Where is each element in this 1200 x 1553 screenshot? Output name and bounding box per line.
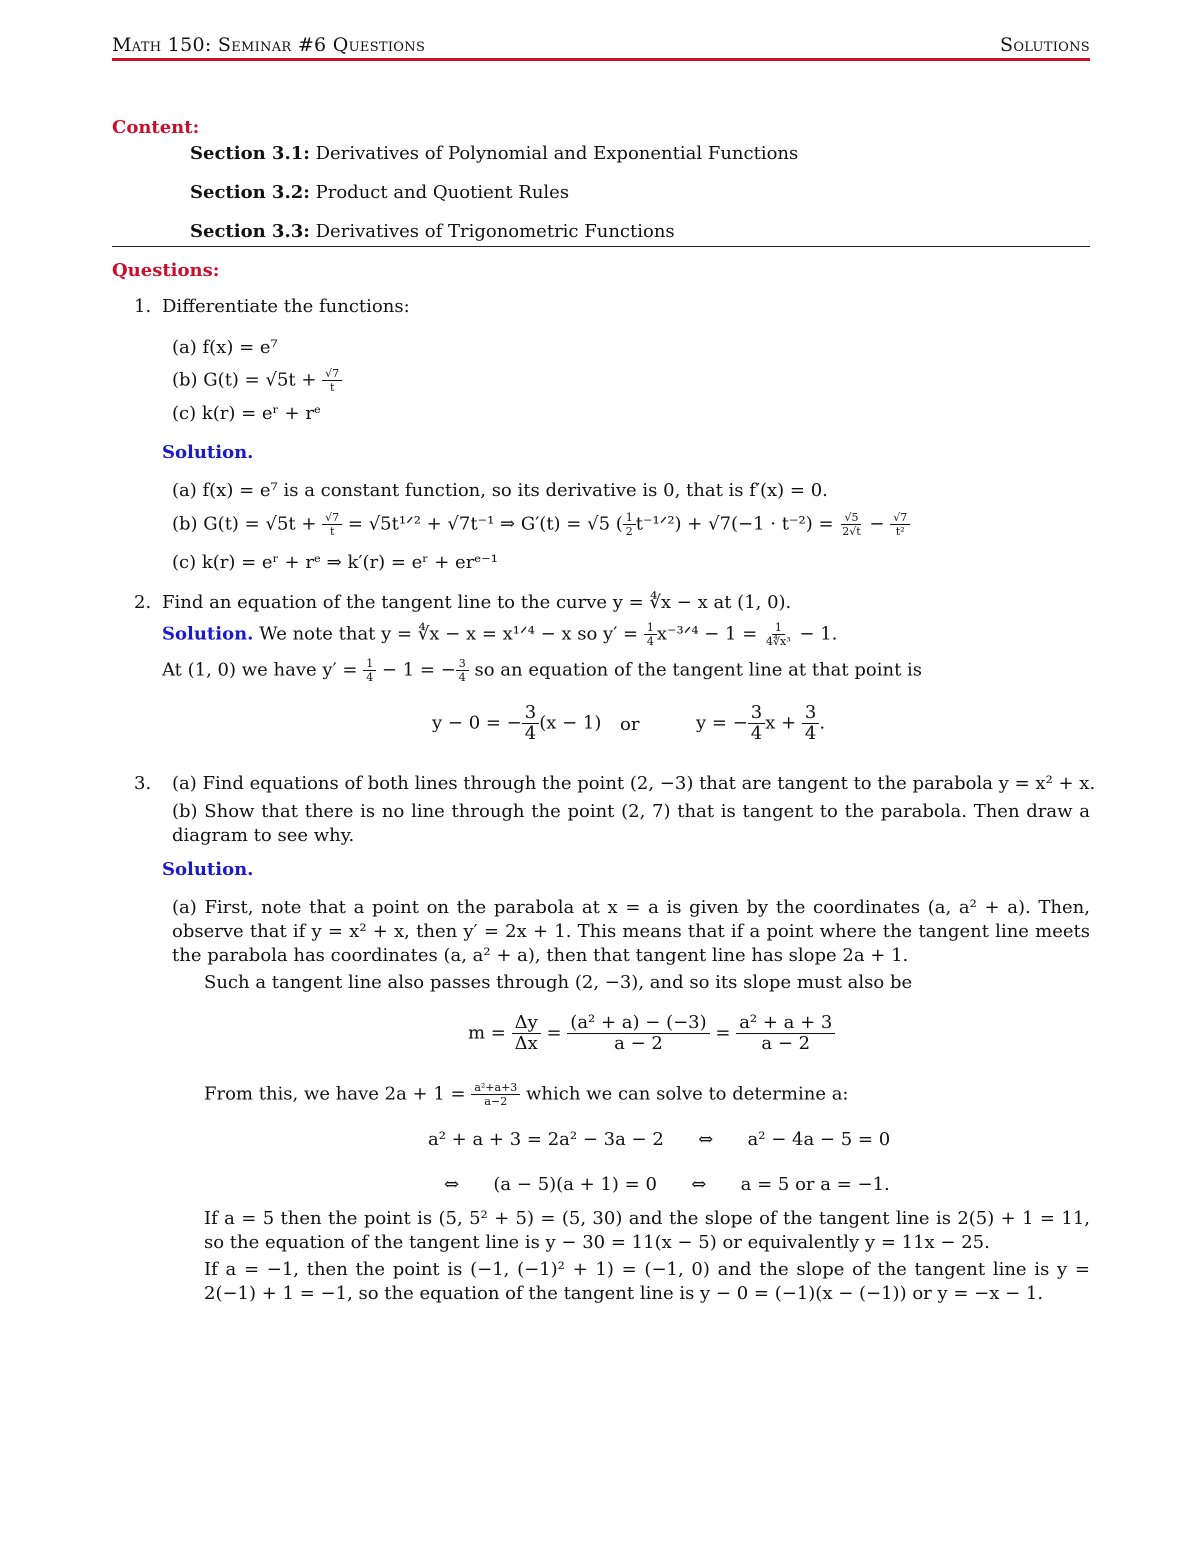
denominator: t — [329, 525, 335, 538]
numerator: √7 — [322, 368, 342, 381]
section-3-1 — [190, 145, 798, 163]
text: so an equation of the tangent line at that point is — [468, 659, 923, 681]
fraction — [512, 1014, 541, 1053]
fraction — [471, 1082, 520, 1107]
q1-part-a: (a) f(x) = e⁷ — [172, 337, 278, 358]
fraction — [363, 658, 376, 683]
text: From this, we have 2a + 1 = — [204, 1083, 472, 1105]
q1-solution-c: (c) k(r) = eʳ + rᵉ ⇒ k′(r) = eʳ + erᵉ⁻¹ — [172, 552, 498, 573]
numerator: √7 — [322, 512, 342, 525]
q3-equation-line2: ⇔ (a − 5)(a + 1) = 0 ⇔ a = 5 or a = −1. — [444, 1174, 890, 1195]
denominator: 4 — [458, 671, 466, 684]
text: which we can solve to determine a: — [520, 1083, 849, 1105]
fraction — [456, 658, 469, 683]
denominator: a − 2 — [614, 1033, 663, 1054]
q1-solution-b — [172, 512, 910, 537]
section-title: Product and Quotient Rules — [315, 182, 570, 203]
q3-solution-a-slope-intro: Such a tangent line also passes through (2, −3), and so its slope must also be — [204, 972, 913, 993]
numerator: 1 — [363, 658, 376, 671]
fraction — [322, 512, 342, 537]
text: = — [709, 1022, 737, 1044]
denominator: 4 — [524, 723, 537, 744]
q1-solution-a: (a) f(x) = e⁷ is a constant function, so its derivative is 0, that is f′(x) = 0. — [172, 480, 828, 501]
text: − — [863, 513, 891, 535]
fraction — [567, 1014, 709, 1053]
numerator: a²+a+3 — [471, 1082, 520, 1095]
denominator: t² — [895, 525, 905, 538]
numerator: a² + a + 3 — [736, 1014, 835, 1034]
section-number: Section 3.3: — [190, 221, 310, 242]
q3-slope-equation — [468, 1014, 835, 1053]
fraction — [322, 368, 342, 393]
section-3-3 — [190, 223, 675, 241]
header-title: Math 150: Seminar #6 Questions — [112, 34, 426, 56]
fraction — [748, 704, 765, 743]
q2-solution-line2 — [162, 658, 922, 683]
denominator: a − 2 — [761, 1033, 811, 1054]
text: = — [540, 1022, 568, 1044]
numerator: 1 — [623, 512, 636, 525]
denominator: 4 — [366, 671, 374, 684]
fraction — [736, 1014, 835, 1053]
numerator: (a² + a) − (−3) — [567, 1014, 709, 1034]
text: (b) G(t) = √5t + — [172, 513, 323, 535]
q3-number: 3. — [134, 773, 152, 794]
text: − 1 = − — [376, 659, 456, 681]
q1-text: Differentiate the functions: — [162, 296, 410, 317]
text: t⁻¹ᐟ²) + √7(−1 · t⁻²) = — [635, 513, 840, 535]
denominator: 4 — [804, 723, 817, 744]
text: y = − — [696, 712, 748, 734]
header-rule — [112, 58, 1090, 61]
denominator: 2√t — [842, 525, 861, 538]
denominator: 2 — [625, 525, 633, 538]
fraction — [839, 512, 863, 537]
questions-label: Questions: — [112, 260, 220, 281]
q2-number: 2. — [134, 592, 152, 613]
q2-equation-2 — [696, 704, 825, 743]
content-rule — [112, 246, 1090, 247]
text: x + — [765, 712, 802, 734]
section-title: Derivatives of Polynomial and Exponential Functions — [315, 143, 799, 164]
text: At (1, 0) we have y′ = — [162, 659, 364, 681]
denominator: a−2 — [484, 1095, 508, 1108]
q3-case-a-equals-minus-1: If a = −1, then the point is (−1, (−1)² + 1) = (−1, 0) and the slope of the tangent line is y = 2(−1) + 1 = −1, so the equation of the tangent line is y − 0 = (−1)(x − (−1)) or y = −x − 1. — [204, 1259, 1090, 1304]
numerator: 3 — [456, 658, 469, 671]
q2-solution-label: Solution. — [162, 623, 254, 645]
q3-solution-a-paragraph: (a) First, note that a point on the parabola at x = a is given by the coordinates (a, a² + a). Then, observe that if y = x² + x, then y′ = 2x + 1. This means that if a point where the tangent line meets the parabola has coordinates (a, a² + a), then that tangent line has slope 2a + 1. — [172, 897, 1090, 966]
q2-equation-1 — [432, 704, 601, 743]
header-solutions: Solutions — [1000, 34, 1090, 56]
denominator: 4∜x³ — [766, 635, 791, 648]
q3-part-a: (a) Find equations of both lines through the point (2, −3) that are tangent to the parabola y = x² + x. — [172, 773, 1096, 794]
q2-solution-line1 — [162, 622, 837, 647]
q1-b-lead: (b) G(t) = √5t + — [172, 369, 323, 391]
section-number: Section 3.1: — [190, 143, 310, 164]
text: (x − 1) — [539, 712, 602, 734]
q1-number: 1. — [134, 296, 152, 317]
fraction — [644, 622, 657, 647]
q3-solution-label: Solution. — [162, 859, 254, 880]
text: y − 0 = − — [432, 712, 522, 734]
fraction — [522, 704, 539, 743]
numerator: Δy — [512, 1014, 541, 1034]
denominator: 4 — [750, 723, 763, 744]
q3-from-this — [204, 1082, 849, 1107]
numerator: 1 — [644, 622, 657, 635]
q3-case-a-equals-5: If a = 5 then the point is (5, 5² + 5) = (5, 30) and the slope of the tangent line is 2(5) + 1 = 11, so the equation of the tangent line is y − 30 = 11(x − 5) or equivalently y = 11x − 25. — [204, 1208, 1090, 1253]
q1-solution-label: Solution. — [162, 442, 254, 463]
numerator: 3 — [522, 704, 539, 724]
denominator: t — [329, 381, 335, 394]
numerator: √5 — [841, 512, 861, 525]
numerator: 3 — [802, 704, 819, 724]
text: m = — [468, 1022, 512, 1044]
numerator: √7 — [890, 512, 910, 525]
content-label: Content: — [112, 117, 200, 138]
text: − 1. — [793, 623, 838, 645]
text: We note that y = ∜x − x = x¹ᐟ⁴ − x so y′ = — [253, 623, 644, 645]
fraction — [802, 704, 819, 743]
q2-or: or — [620, 714, 640, 735]
fraction — [763, 622, 794, 647]
section-3-2 — [190, 184, 569, 202]
q1-part-c: (c) k(r) = eʳ + rᵉ — [172, 403, 321, 424]
q3-equation-line1: a² + a + 3 = 2a² − 3a − 2 ⇔ a² − 4a − 5 = 0 — [428, 1129, 891, 1150]
text: = √5t¹ᐟ² + √7t⁻¹ ⇒ G′(t) = √5 ( — [342, 513, 623, 535]
fraction — [890, 512, 910, 537]
denominator: 4 — [646, 635, 654, 648]
numerator: 3 — [748, 704, 765, 724]
q3-part-b: (b) Show that there is no line through the point (2, 7) that is tangent to the parabola. Then draw a diagram to see why. — [172, 801, 1090, 846]
section-title: Derivatives of Trigonometric Functions — [315, 221, 675, 242]
text: . — [819, 712, 826, 734]
section-number: Section 3.2: — [190, 182, 310, 203]
numerator: 1 — [772, 622, 785, 635]
q2-text: Find an equation of the tangent line to the curve y = ∜x − x at (1, 0). — [162, 592, 792, 613]
denominator: Δx — [514, 1033, 538, 1054]
text: x⁻³ᐟ⁴ − 1 = — [656, 623, 764, 645]
q1-part-b — [172, 368, 342, 393]
fraction — [623, 512, 636, 537]
